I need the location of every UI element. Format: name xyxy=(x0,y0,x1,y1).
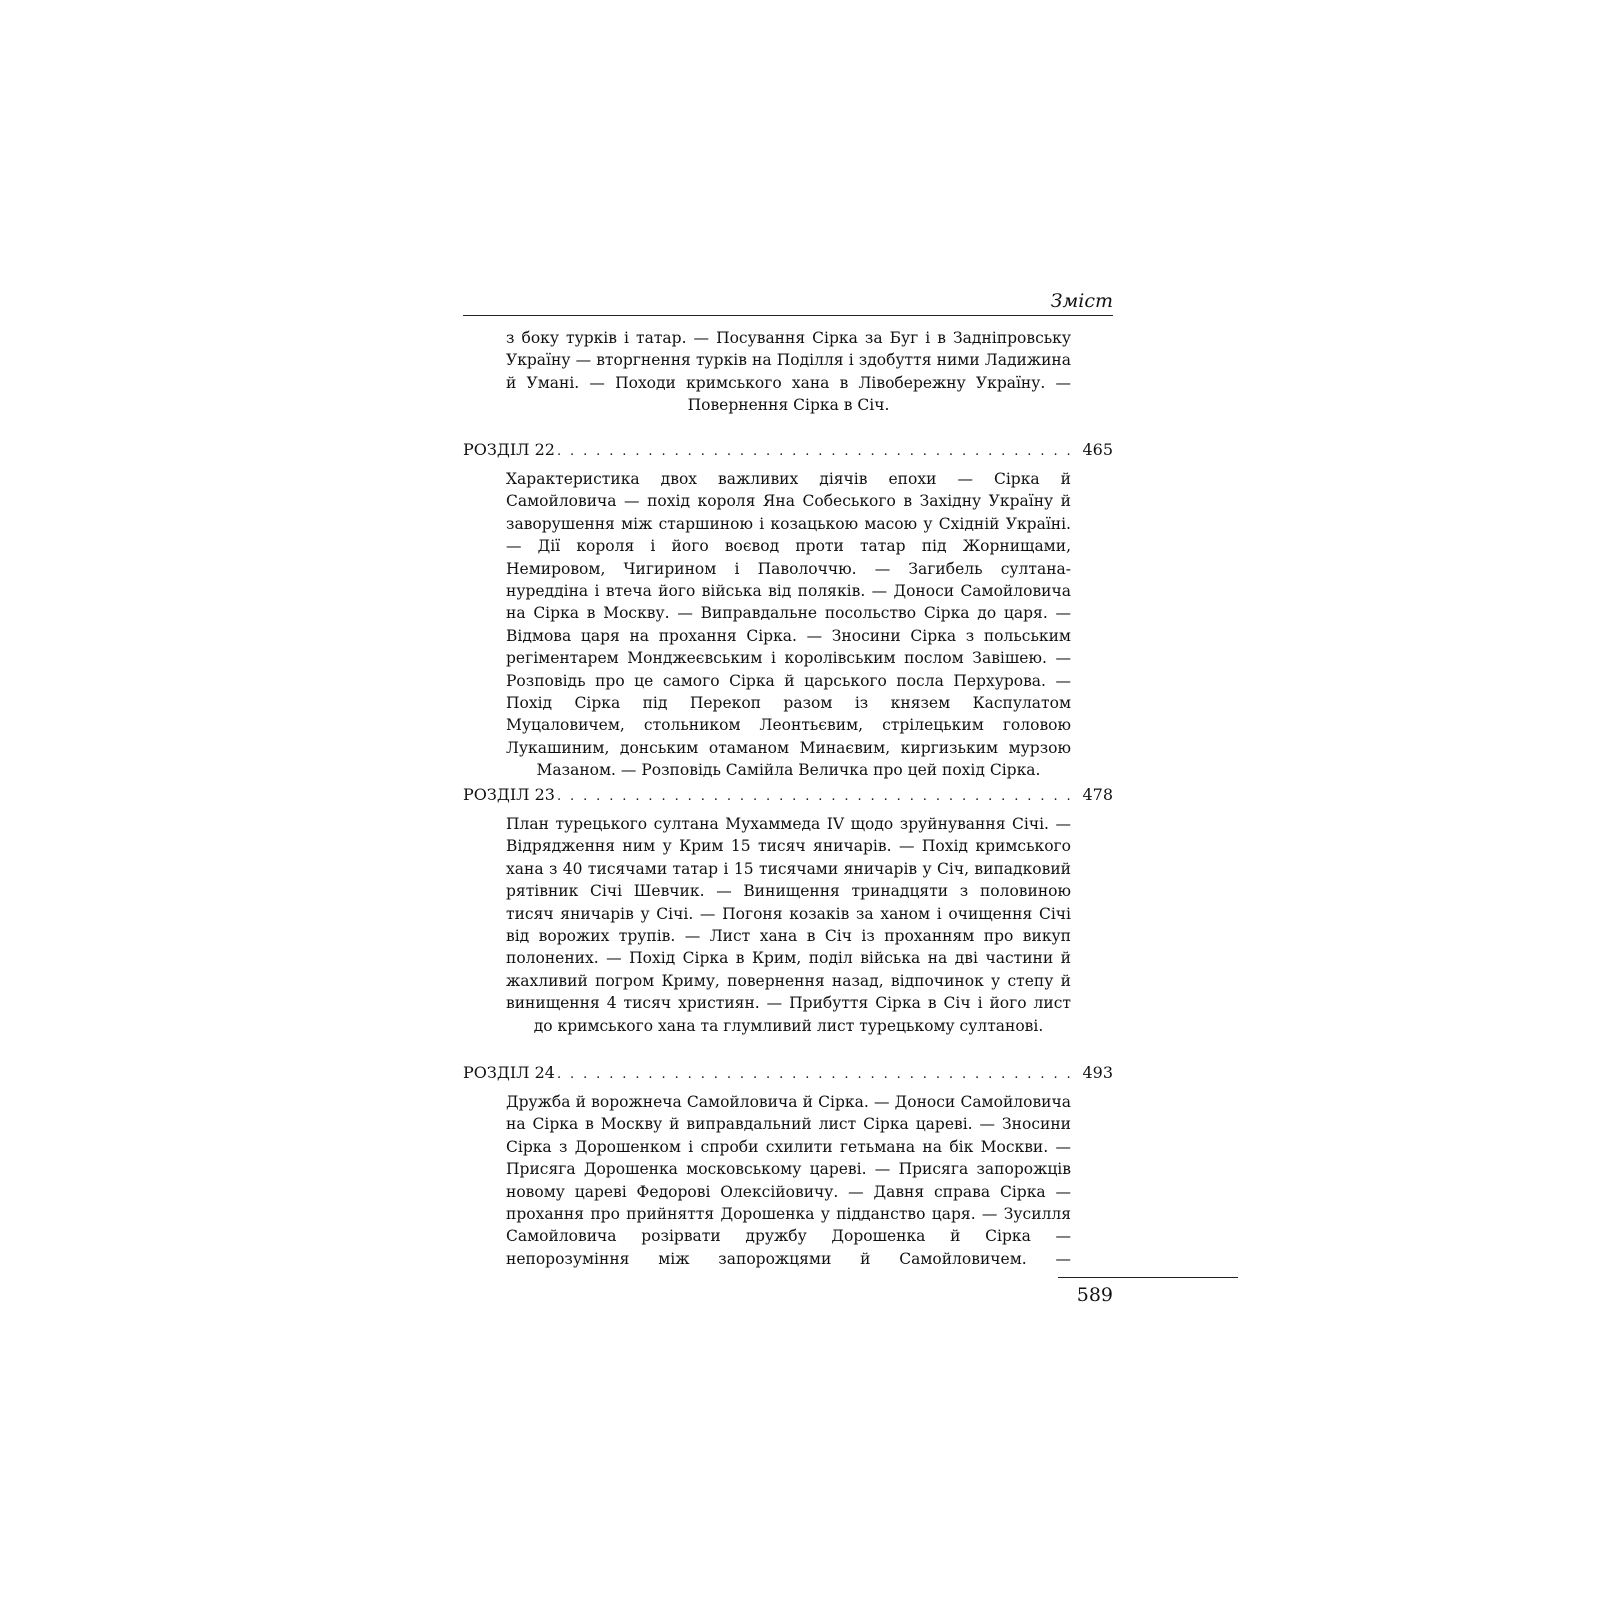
dot-leader xyxy=(557,786,1079,808)
chapter-23-summary-block xyxy=(463,813,1113,1037)
chapter-title: РОЗДІЛ 23 xyxy=(463,785,555,804)
chapter-summary: Характеристика двох важливих діячів епохи — Сірка й Самойловича — похід короля Яна Собеського в Західну Україну й заворушення між старшиною і козацькою масою у Східній Україні. — Дії короля і його воєвод проти татар під Жорнищами, Немировом, Чигирином і Паволоччю. — Загибель султана-нуреддіна і втеча його війська від поляків. — Доноси Самойловича на Сірка в Москву. — Виправдальне посольство Сірка до царя. — Відмова царя на прохання Сірка. — Зносини Сірка з польським регіментарем Монджеєвським і королівським послом Завішею. — Розповідь про це самого Сірка й царського посла Перхурова. — Похід Сірка під Перекоп разом із князем Каспулатом Муцаловичем, стольником Леонтьєвим, стрілецьким головою Лукашиним, донським отаманом Минаєвим, киргизьким мурзою Мазаном. — Розповідь Самійла Величка про цей похід Сірка. xyxy=(506,470,1071,780)
dot-leader xyxy=(557,441,1079,463)
chapter-page-number: 493 xyxy=(1082,1063,1113,1082)
toc-entry-24 xyxy=(463,1062,1113,1086)
footer-rule xyxy=(1058,1277,1238,1278)
chapter-title: РОЗДІЛ 24 xyxy=(463,1063,555,1082)
chapter-page-number: 465 xyxy=(1082,440,1113,459)
toc-entry-22 xyxy=(463,439,1113,463)
intro-block xyxy=(463,327,1113,417)
chapter-title: РОЗДІЛ 22 xyxy=(463,440,555,459)
header-rule xyxy=(463,315,1113,316)
running-head: Зміст xyxy=(1050,290,1113,312)
chapter-page-number: 478 xyxy=(1082,785,1113,804)
chapter-24-summary-block xyxy=(463,1091,1113,1270)
chapter-22-summary-block xyxy=(463,468,1113,782)
chapter-summary: План турецького султана Мухаммеда IV щодо зруйнування Січі. — Відрядження ним у Крим 15 тисяч яничарів. — Похід кримського хана з 40 тисячами татар і 15 тисячами яничарів у Січ, випадковий рятівник Січі Шевчик. — Винищення тринадцяти з половиною тисяч яничарів у Січі. — Погоня козаків за ханом і очищення Січі від ворожих трупів. — Лист хана в Січ із проханням про викуп полонених. — Похід Сірка в Крим, поділ війська на дві частини й жахливий погром Криму, повернення назад, відпочинок у степу й винищення 4 тисяч християн. — Прибуття Сірка в Січ і його лист до кримського хана та глумливий лист турецькому султанові. xyxy=(506,815,1071,1035)
intro-paragraph: з боку турків і татар. — Посування Сірка за Буг і в Задніпровську Україну — вторгнення турків на Поділля і здобуття ними Ладижина й Умані. — Походи кримського хана в Лівобережну Україну. — Повернення Сірка в Січ. xyxy=(506,329,1071,415)
page-number: 589 xyxy=(1076,1284,1113,1306)
toc-line[interactable] xyxy=(463,784,1113,808)
toc-entry-23 xyxy=(463,784,1113,808)
toc-line[interactable] xyxy=(463,439,1113,463)
chapter-summary: Дружба й ворожнеча Самойловича й Сірка. — Доноси Самойловича на Сірка в Москву й виправдальний лист Сірка цареві. — Зносини Сірка з Дорошенком і спроби схилити гетьмана на бік Москви. — Присяга Дорошенка московському цареві. — Присяга запорожців новому цареві Федорові Олексійовичу. — Давня справа Сірка — прохання про прийняття Дорошенка у підданство царя. — Зусилля Самойловича розірвати дружбу Дорошенка й Сірка — непорозуміння між запорожцями й Самойловичем. — xyxy=(506,1093,1071,1268)
toc-line[interactable] xyxy=(463,1062,1113,1086)
dot-leader xyxy=(557,1064,1079,1086)
